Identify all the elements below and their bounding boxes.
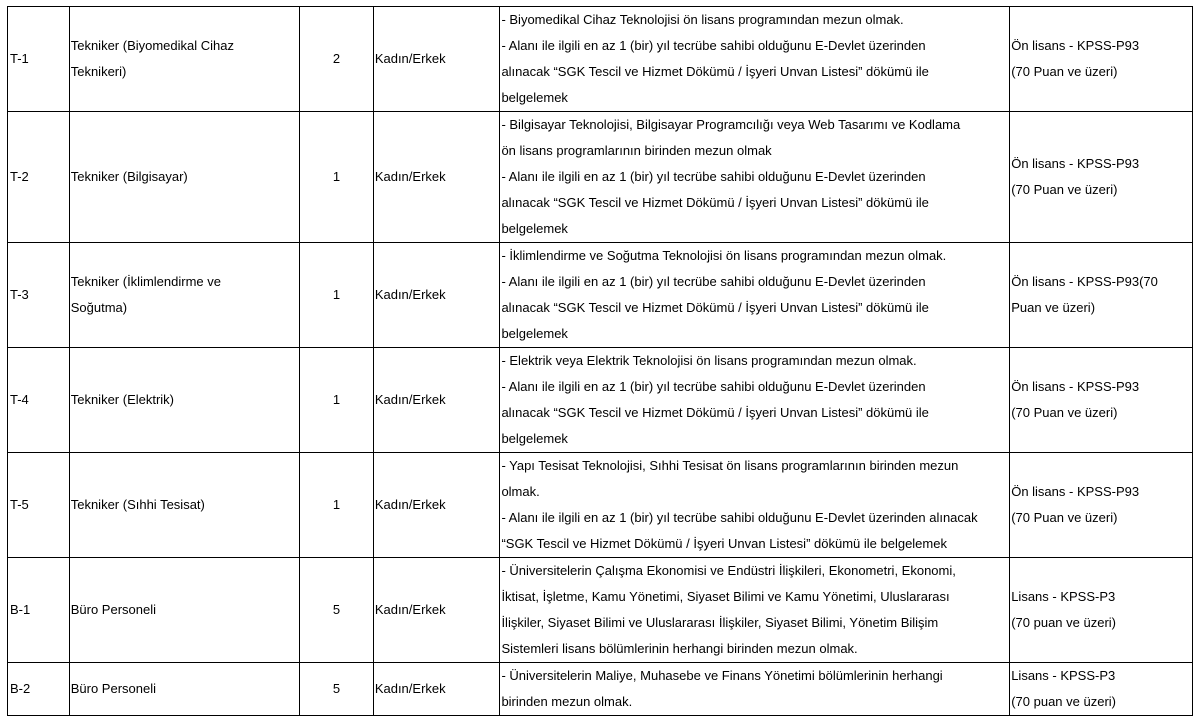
requirements-cell: [500, 453, 1010, 558]
exam-requirement-line: Ön lisans - KPSS-P93(70: [1011, 274, 1158, 289]
position-count-cell: [300, 663, 374, 716]
exam-requirement-cell: [1010, 663, 1193, 716]
exam-requirement-line: (70 Puan ve üzeri): [1011, 510, 1118, 525]
position-code: T-4: [10, 392, 29, 407]
gender-cell: [373, 558, 500, 663]
exam-requirement-line: Ön lisans - KPSS-P93: [1011, 156, 1140, 171]
table-row: [8, 558, 1193, 663]
position-count-cell: [300, 243, 374, 348]
position-code-cell: [8, 558, 70, 663]
requirement-line: - Alanı ile ilgili en az 1 (bir) yıl tecrübe sahibi olduğunu E-Devlet üzerinden: [501, 274, 926, 289]
gender-cell: [373, 112, 500, 243]
position-title-line: Soğutma): [70, 300, 128, 315]
requirement-line: belgelemek: [501, 431, 568, 446]
gender-cell: [373, 453, 500, 558]
exam-requirement-line: Ön lisans - KPSS-P93: [1011, 379, 1140, 394]
position-code-cell: [8, 453, 70, 558]
requirement-line: - Üniversitelerin Maliye, Muhasebe ve Finans Yönetimi bölümlerinin herhangi: [501, 668, 943, 683]
exam-requirement-cell: [1010, 112, 1193, 243]
position-title-line: Büro Personeli: [70, 602, 156, 617]
exam-requirement-cell: [1010, 243, 1193, 348]
gender-value: Kadın/Erkek: [374, 287, 446, 302]
position-count: 1: [332, 169, 341, 184]
exam-requirement-line: Lisans - KPSS-P3: [1011, 589, 1116, 604]
table-row: [8, 112, 1193, 243]
position-title-line: Tekniker (Elektrik): [70, 392, 175, 407]
position-count: 2: [332, 51, 341, 66]
exam-requirement-line: (70 puan ve üzeri): [1011, 694, 1116, 709]
position-count: 5: [332, 602, 341, 617]
position-code: T-3: [10, 287, 29, 302]
position-title-cell: [69, 663, 300, 716]
table-row: [8, 243, 1193, 348]
requirement-line: - Yapı Tesisat Teknolojisi, Sıhhi Tesisat ön lisans programlarının birinden mezun: [501, 458, 959, 473]
position-code: T-1: [10, 51, 29, 66]
exam-requirement-cell: [1010, 453, 1193, 558]
position-title-cell: [69, 348, 300, 453]
gender-cell: [373, 663, 500, 716]
requirement-line: - Alanı ile ilgili en az 1 (bir) yıl tecrübe sahibi olduğunu E-Devlet üzerinden: [501, 379, 926, 394]
table-row: [8, 453, 1193, 558]
position-code: B-2: [10, 681, 31, 696]
requirements-cell: [500, 112, 1010, 243]
requirements-cell: [500, 7, 1010, 112]
exam-requirement-line: Ön lisans - KPSS-P93: [1011, 484, 1140, 499]
exam-requirement-line: Ön lisans - KPSS-P93: [1011, 38, 1140, 53]
requirements-cell: [500, 663, 1010, 716]
requirement-line: - Bilgisayar Teknolojisi, Bilgisayar Programcılığı veya Web Tasarımı ve Kodlama: [501, 117, 961, 132]
gender-cell: [373, 243, 500, 348]
position-title-cell: [69, 453, 300, 558]
requirement-line: - İklimlendirme ve Soğutma Teknolojisi ön lisans programından mezun olmak.: [501, 248, 947, 263]
requirements-cell: [500, 348, 1010, 453]
position-title-cell: [69, 558, 300, 663]
gender-cell: [373, 348, 500, 453]
gender-value: Kadın/Erkek: [374, 497, 446, 512]
position-title-cell: [69, 7, 300, 112]
position-count-cell: [300, 558, 374, 663]
requirement-line: olmak.: [501, 484, 540, 499]
requirement-line: - Üniversitelerin Çalışma Ekonomisi ve Endüstri İlişkileri, Ekonometri, Ekonomi,: [501, 563, 956, 578]
position-count: 1: [332, 392, 341, 407]
job-requirements-table: [7, 6, 1193, 716]
position-title-line: Tekniker (Sıhhi Tesisat): [70, 497, 205, 512]
position-count: 1: [332, 497, 341, 512]
requirement-line: alınacak “SGK Tescil ve Hizmet Dökümü / İşyeri Unvan Listesi” dökümü ile: [501, 300, 929, 315]
gender-value: Kadın/Erkek: [374, 51, 446, 66]
exam-requirement-line: Lisans - KPSS-P3: [1011, 668, 1116, 683]
position-code: T-5: [10, 497, 29, 512]
gender-value: Kadın/Erkek: [374, 602, 446, 617]
requirement-line: alınacak “SGK Tescil ve Hizmet Dökümü / İşyeri Unvan Listesi” dökümü ile: [501, 64, 929, 79]
position-count: 1: [332, 287, 341, 302]
position-title-line: Büro Personeli: [70, 681, 156, 696]
position-code: T-2: [10, 169, 29, 184]
table-body: [8, 7, 1193, 716]
position-title-cell: [69, 243, 300, 348]
position-title-line: Teknikeri): [70, 64, 127, 79]
requirement-line: Sistemleri lisans bölümlerinin herhangi birinden mezun olmak.: [501, 641, 858, 656]
requirement-line: alınacak “SGK Tescil ve Hizmet Dökümü / İşyeri Unvan Listesi” dökümü ile: [501, 405, 929, 420]
requirement-line: birinden mezun olmak.: [501, 694, 633, 709]
exam-requirement-line: (70 Puan ve üzeri): [1011, 182, 1118, 197]
position-title-line: Tekniker (İklimlendirme ve: [70, 274, 221, 289]
position-code-cell: [8, 112, 70, 243]
requirements-cell: [500, 243, 1010, 348]
position-code: B-1: [10, 602, 31, 617]
gender-value: Kadın/Erkek: [374, 392, 446, 407]
requirement-line: “SGK Tescil ve Hizmet Dökümü / İşyeri Unvan Listesi” dökümü ile belgelemek: [501, 536, 947, 551]
requirement-line: belgelemek: [501, 326, 568, 341]
position-count-cell: [300, 7, 374, 112]
table-row: [8, 348, 1193, 453]
position-code-cell: [8, 663, 70, 716]
exam-requirement-line: (70 Puan ve üzeri): [1011, 64, 1118, 79]
position-title-line: Tekniker (Biyomedikal Cihaz: [70, 38, 234, 53]
requirement-line: - Alanı ile ilgili en az 1 (bir) yıl tecrübe sahibi olduğunu E-Devlet üzerinden: [501, 169, 926, 184]
exam-requirement-line: (70 Puan ve üzeri): [1011, 405, 1118, 420]
requirement-line: - Alanı ile ilgili en az 1 (bir) yıl tecrübe sahibi olduğunu E-Devlet üzerinden: [501, 38, 926, 53]
position-code-cell: [8, 243, 70, 348]
requirement-line: - Elektrik veya Elektrik Teknolojisi ön lisans programından mezun olmak.: [501, 353, 917, 368]
position-count-cell: [300, 348, 374, 453]
requirement-line: İktisat, İşletme, Kamu Yönetimi, Siyaset Bilimi ve Kamu Yönetimi, Uluslararası: [501, 589, 950, 604]
position-count: 5: [332, 681, 341, 696]
requirement-line: belgelemek: [501, 221, 568, 236]
table-row: [8, 663, 1193, 716]
table-row: [8, 7, 1193, 112]
requirement-line: belgelemek: [501, 90, 568, 105]
exam-requirement-cell: [1010, 7, 1193, 112]
requirement-line: ön lisans programlarının birinden mezun olmak: [501, 143, 772, 158]
requirement-line: İlişkiler, Siyaset Bilimi ve Uluslararası İlişkiler, Siyaset Bilimi, Yönetim Bilişim: [501, 615, 939, 630]
requirement-line: - Alanı ile ilgili en az 1 (bir) yıl tecrübe sahibi olduğunu E-Devlet üzerinden alınacak: [501, 510, 978, 525]
position-code-cell: [8, 7, 70, 112]
exam-requirement-cell: [1010, 558, 1193, 663]
exam-requirement-line: Puan ve üzeri): [1011, 300, 1096, 315]
gender-value: Kadın/Erkek: [374, 169, 446, 184]
requirements-cell: [500, 558, 1010, 663]
position-code-cell: [8, 348, 70, 453]
position-title-line: Tekniker (Bilgisayar): [70, 169, 188, 184]
exam-requirement-line: (70 puan ve üzeri): [1011, 615, 1116, 630]
gender-cell: [373, 7, 500, 112]
requirement-line: alınacak “SGK Tescil ve Hizmet Dökümü / İşyeri Unvan Listesi” dökümü ile: [501, 195, 929, 210]
position-title-cell: [69, 112, 300, 243]
requirement-line: - Biyomedikal Cihaz Teknolojisi ön lisans programından mezun olmak.: [501, 12, 904, 27]
gender-value: Kadın/Erkek: [374, 681, 446, 696]
position-count-cell: [300, 453, 374, 558]
exam-requirement-cell: [1010, 348, 1193, 453]
position-count-cell: [300, 112, 374, 243]
